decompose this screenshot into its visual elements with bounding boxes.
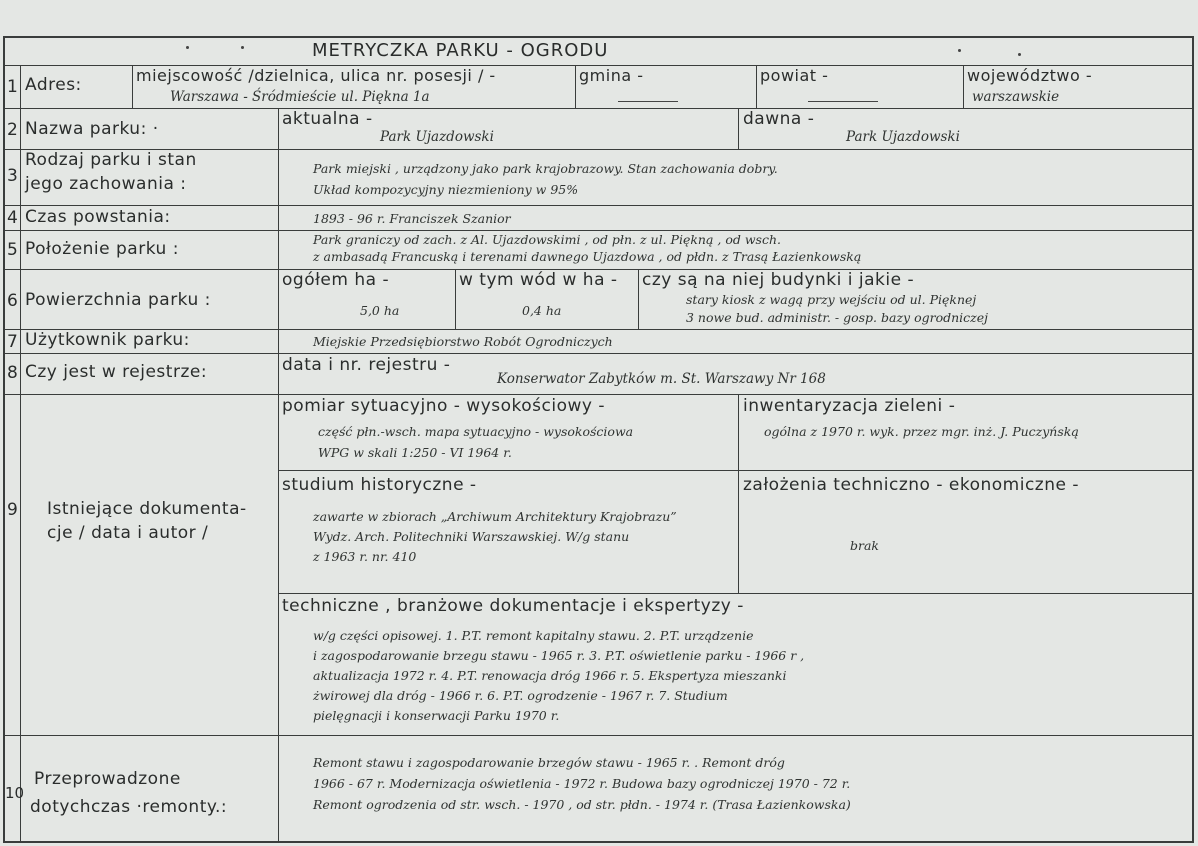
survey-value: część płn.-wsch. mapa sytuacyjno - wysokościowa: [318, 424, 634, 439]
column-divider: [738, 394, 739, 593]
expert-reports-value: i zagospodarowanie brzegu stawu - 1965 r. 3. P.T. oświetlenie parku - 1966 r ,: [313, 648, 805, 663]
location-label: Położenie parku :: [25, 239, 179, 259]
row-number: 1: [7, 77, 18, 97]
park-type-value: Park miejski , urządzony jako park krajobrazowy. Stan zachowania dobry.: [313, 161, 778, 176]
wojewodztwo-value: warszawskie: [972, 89, 1060, 105]
creation-time-label: Czas powstania:: [25, 207, 171, 227]
gmina-blank: [618, 101, 678, 102]
powiat-header: powiat -: [760, 66, 829, 85]
survey-header: pomiar sytuacyjno - wysokościowy -: [282, 396, 605, 416]
number-column-divider: [20, 65, 21, 843]
historical-study-value: zawarte w zbiorach „Archiwum Architektury Krajobrazu”: [313, 509, 677, 524]
powiat-blank: [808, 101, 878, 102]
former-name-header: dawna -: [743, 109, 815, 129]
row-divider: [278, 593, 1194, 594]
gmina-header: gmina -: [579, 66, 644, 85]
locality-header: miejscowość /dzielnica, ulica nr. posesji / -: [136, 66, 496, 85]
documentation-label: cje / data i autor /: [47, 523, 209, 543]
register-value: Konserwator Zabytków m. St. Warszawy Nr 168: [497, 371, 826, 387]
repairs-label: dotychczas ·remonty.:: [30, 797, 228, 817]
column-divider: [963, 65, 964, 108]
park-name-label: Nazwa parku: ·: [25, 119, 159, 139]
row-number: 5: [7, 240, 18, 260]
row-number: 6: [7, 291, 18, 311]
row-number: 9: [7, 500, 18, 520]
row-divider: [3, 353, 1194, 354]
row-number: 7: [7, 332, 18, 352]
address-label: Adres:: [25, 75, 82, 95]
repairs-label: Przeprowadzone: [34, 769, 181, 789]
buildings-header: czy są na niej budynki i jakie -: [642, 270, 915, 290]
row-divider: [3, 735, 1194, 736]
form-title: METRYCZKA PARKU - OGRODU: [312, 40, 609, 61]
column-divider: [132, 65, 133, 108]
decor-dot: [241, 46, 244, 49]
technical-assumptions-value: brak: [850, 538, 880, 553]
water-area-value: 0,4 ha: [522, 303, 562, 318]
water-area-header: w tym wód w ha -: [459, 270, 618, 290]
current-name-header: aktualna -: [282, 109, 373, 129]
user-value: Miejskie Przedsiębiorstwo Robót Ogrodniczych: [313, 334, 613, 349]
row-divider: [3, 394, 1194, 395]
row-divider: [278, 470, 1194, 471]
decor-dot: [958, 49, 961, 52]
buildings-value: 3 nowe bud. administr. - gosp. bazy ogrodniczej: [686, 310, 989, 325]
row-divider: [3, 230, 1194, 231]
total-area-value: 5,0 ha: [360, 303, 400, 318]
register-label: Czy jest w rejestrze:: [25, 362, 208, 382]
park-type-value: Układ kompozycyjny niezmieniony w 95%: [313, 182, 579, 197]
column-divider: [756, 65, 757, 108]
repairs-value: Remont stawu i zagospodarowanie brzegów stawu - 1965 r. . Remont dróg: [313, 755, 785, 770]
decor-dot: [1018, 53, 1021, 56]
column-divider: [575, 65, 576, 108]
creation-time-value: 1893 - 96 r. Franciszek Szanior: [313, 211, 511, 226]
survey-value: WPG w skali 1:250 - VI 1964 r.: [318, 445, 512, 460]
row-number: 10: [5, 784, 25, 802]
column-divider: [638, 269, 639, 329]
buildings-value: stary kiosk z wagą przy wejściu od ul. Pięknej: [686, 292, 977, 307]
decor-dot: [186, 46, 189, 49]
inventory-header: inwentaryzacja zieleni -: [743, 396, 956, 416]
park-type-label: Rodzaj parku i stan: [25, 150, 197, 170]
location-value: z ambasadą Francuską i terenami dawnego Ujazdowa , od płdn. z Trasą Łazienkowską: [313, 249, 862, 264]
expert-reports-header: techniczne , branżowe dokumentacje i ekspertyzy -: [282, 596, 744, 616]
expert-reports-value: aktualizacja 1972 r. 4. P.T. renowacja dróg 1966 r. 5. Ekspertyza mieszanki: [313, 668, 787, 683]
location-value: Park graniczy od zach. z Al. Ujazdowskimi , od płn. z ul. Piękną , od wsch.: [313, 232, 781, 247]
repairs-value: 1966 - 67 r. Modernizacja oświetlenia - 1972 r. Budowa bazy ogrodniczej 1970 - 72 r.: [313, 776, 851, 791]
row-number: 3: [7, 166, 18, 186]
column-divider: [738, 108, 739, 149]
locality-value: Warszawa - Śródmieście ul. Piękna 1a: [170, 89, 430, 105]
column-divider: [278, 108, 279, 843]
row-number: 2: [7, 120, 18, 140]
user-label: Użytkownik parku:: [25, 330, 190, 350]
row-divider: [3, 108, 1194, 109]
row-number: 8: [7, 363, 18, 383]
total-area-header: ogółem ha -: [282, 270, 390, 290]
expert-reports-value: pielęgnacji i konserwacji Parku 1970 r.: [313, 708, 560, 723]
park-type-label: jego zachowania :: [25, 174, 187, 194]
expert-reports-value: w/g części opisowej. 1. P.T. remont kapitalny stawu. 2. P.T. urządzenie: [313, 628, 754, 643]
inventory-value: ogólna z 1970 r. wyk. przez mgr. inż. J. Puczyńską: [764, 424, 1079, 439]
documentation-label: Istniejące dokumenta-: [47, 499, 247, 519]
historical-study-value: z 1963 r. nr. 410: [313, 549, 417, 564]
repairs-value: Remont ogrodzenia od str. wsch. - 1970 , od str. płdn. - 1974 r. (Trasa Łazienkowska): [313, 797, 851, 812]
area-label: Powierzchnia parku :: [25, 290, 211, 310]
former-name-value: Park Ujazdowski: [846, 129, 960, 145]
wojewodztwo-header: województwo -: [967, 66, 1093, 85]
historical-study-header: studium historyczne -: [282, 475, 477, 495]
column-divider: [455, 269, 456, 329]
register-header: data i nr. rejestru -: [282, 355, 451, 375]
technical-assumptions-header: założenia techniczno - ekonomiczne -: [743, 475, 1080, 495]
historical-study-value: Wydz. Arch. Politechniki Warszawskiej. W/g stanu: [313, 529, 630, 544]
current-name-value: Park Ujazdowski: [380, 129, 494, 145]
expert-reports-value: żwirowej dla dróg - 1966 r. 6. P.T. ogrodzenie - 1967 r. 7. Studium: [313, 688, 728, 703]
row-number: 4: [7, 208, 18, 228]
row-divider: [3, 205, 1194, 206]
